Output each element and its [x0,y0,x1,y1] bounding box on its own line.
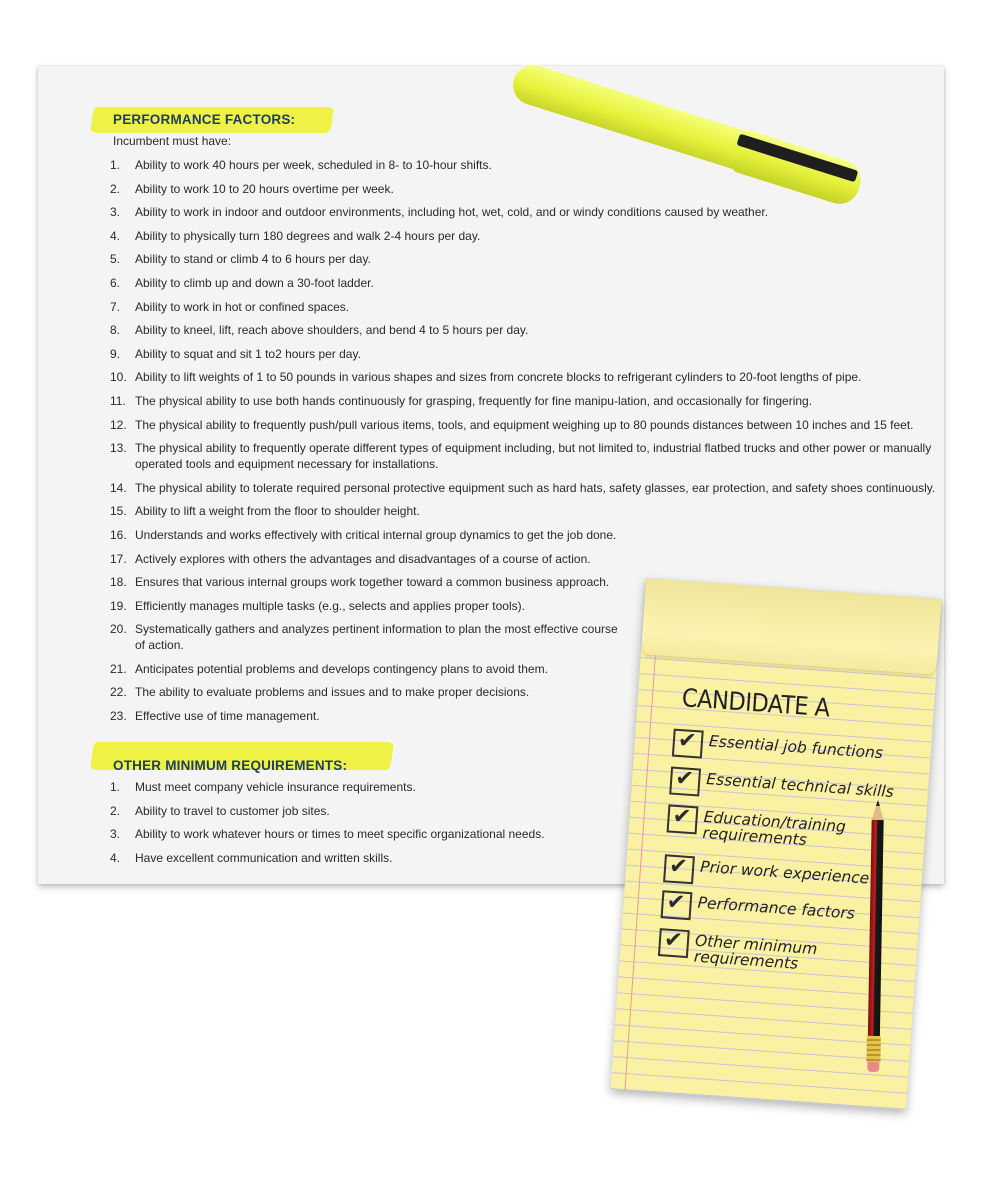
checklist-item [674,727,923,763]
item-number: 3. [110,205,121,220]
pencil-eraser [867,1062,879,1072]
item-text: Ability to kneel, lift, reach above shoulders, and bend 4 to 5 hours per day. [135,323,529,338]
item-text: Ability to lift weights of 1 to 50 pounds in various shapes and sizes from concrete blocks to refrigerant cylinders to 20-foot lengths of pipe. [135,370,862,385]
item-text: Ability to work in hot or confined spaces. [135,299,350,314]
list-item [110,779,710,795]
item-text: The physical ability to use both hands continuously for grasping, frequently for fine manipu-lation, and occasionally for fingering. [135,393,813,408]
item-number: 13. [110,441,127,456]
item-number: 9. [110,346,121,361]
list-item [110,228,940,244]
other-requirements-list [110,779,710,873]
checklist-label: Performance factors [697,893,856,923]
notepad [611,578,942,1109]
item-text: Anticipates potential problems and develops contingency plans to avoid them. [135,661,548,676]
checkbox-icon [661,890,693,920]
item-text: Systematically gathers and analyzes pertinent information to plan the most effective course of action. [135,622,618,653]
item-number: 2. [110,181,121,196]
item-text: Ensures that various internal groups work together toward a common business approach. [135,575,610,590]
list-item [110,503,940,519]
item-number: 23. [110,709,127,724]
checkbox-icon [663,854,695,884]
list-item [110,826,710,842]
checkbox-icon [672,729,704,759]
list-item [110,480,940,496]
item-text: Ability to work 40 hours per week, scheduled in 8- to 10-hour shifts. [135,158,492,172]
item-number: 10. [110,370,127,385]
list-item [110,204,940,220]
checklist-label: Education/training requirements [701,807,847,850]
item-text: Ability to stand or climb 4 to 6 hours per day. [135,252,371,267]
item-number: 15. [110,504,127,519]
item-number: 6. [110,275,121,290]
item-text: The physical ability to frequently operate different types of equipment including, but not limited to, industrial flatbed trucks and other power or manually operated tools and equipment necessary for installations. [135,441,932,472]
pencil-ferrule [866,1036,880,1062]
list-item [110,803,710,819]
checkbox-icon [658,928,690,958]
performance-title: PERFORMANCE FACTORS: [113,112,296,127]
checklist-item [671,765,920,802]
item-text: Ability to squat and sit 1 to2 hours per day. [135,346,361,361]
checklist-label: Essential technical skills [705,770,895,802]
item-number: 4. [110,850,121,865]
item-number: 5. [110,252,121,267]
item-text: Ability to work whatever hours or times to meet specific organizational needs. [135,827,545,842]
candidate-title: CANDIDATE A [680,683,831,723]
item-number: 4. [110,228,121,243]
item-text: Ability to physically turn 180 degrees and walk 2-4 hours per day. [135,228,481,243]
checklist-label: Prior work experience [699,857,870,888]
item-number: 2. [110,803,121,818]
list-item [110,850,710,866]
item-number: 20. [110,622,127,637]
item-number: 19. [110,598,127,613]
list-item [110,527,940,543]
item-number: 14. [110,480,127,495]
item-number: 21. [110,661,127,676]
item-text: The ability to evaluate problems and issues and to make proper decisions. [135,685,530,700]
item-number: 3. [110,827,121,842]
item-text: Effective use of time management. [135,709,320,724]
item-text: The physical ability to frequently push/pull various items, tools, and equipment weighing up to 80 pounds distances between 10 inches and 15 feet. [135,417,914,432]
list-item [110,369,940,385]
list-item [110,346,940,362]
item-number: 18. [110,575,127,590]
checkmark-icon: ✔ [665,889,686,916]
performance-intro: Incumbent must have: [113,134,232,148]
checkmark-icon: ✔ [663,927,684,954]
item-number: 22. [110,685,127,700]
item-text: Actively explores with others the advantages and disadvantages of a course of action. [135,551,591,566]
item-number: 1. [110,158,121,172]
item-number: 7. [110,299,121,314]
item-text: Must meet company vehicle insurance requirements. [135,780,416,794]
list-item [110,440,940,472]
checkmark-icon: ✔ [677,727,698,755]
item-text: Have excellent communication and written skills. [135,850,393,865]
checklist-label: Other minimum requirements [693,931,818,973]
item-text: Understands and works effectively with critical internal group dynamics to get the job done. [135,527,617,542]
list-item [110,322,940,338]
item-text: Ability to travel to customer job sites. [135,803,330,818]
item-number: 11. [110,393,126,408]
item-number: 8. [110,323,121,338]
list-item [110,551,940,567]
list-item [110,299,940,315]
list-item [110,417,940,433]
checkmark-icon: ✔ [674,765,695,793]
list-item [110,574,940,590]
item-number: 17. [110,551,127,566]
item-text: Ability to work 10 to 20 hours overtime per week. [135,181,394,196]
item-text: Ability to lift a weight from the floor to shoulder height. [135,504,420,519]
item-text: Ability to climb up and down a 30-foot ladder. [135,275,374,290]
list-item [110,251,940,267]
pencil-lead [876,800,880,806]
other-requirements-title: OTHER MINIMUM REQUIREMENTS: [113,758,348,773]
checklist-label: Essential job functions [708,732,884,763]
item-number: 16. [110,527,127,542]
item-text: The physical ability to tolerate required personal protective equipment such as hard hats, safety glasses, ear protection, and safety shoes continuously. [135,480,936,495]
item-text: Ability to work in indoor and outdoor environments, including hot, wet, cold, and or windy conditions caused by weather. [135,205,769,220]
checkmark-icon: ✔ [671,803,692,830]
list-item [110,275,940,291]
checkbox-icon [669,766,701,796]
checkbox-icon [667,804,699,834]
list-item [110,393,940,409]
checkmark-icon: ✔ [668,853,689,880]
item-text: Efficiently manages multiple tasks (e.g., selects and applies proper tools). [135,598,525,613]
item-number: 1. [110,780,121,794]
list-item [110,621,625,653]
item-number: 12. [110,417,127,432]
